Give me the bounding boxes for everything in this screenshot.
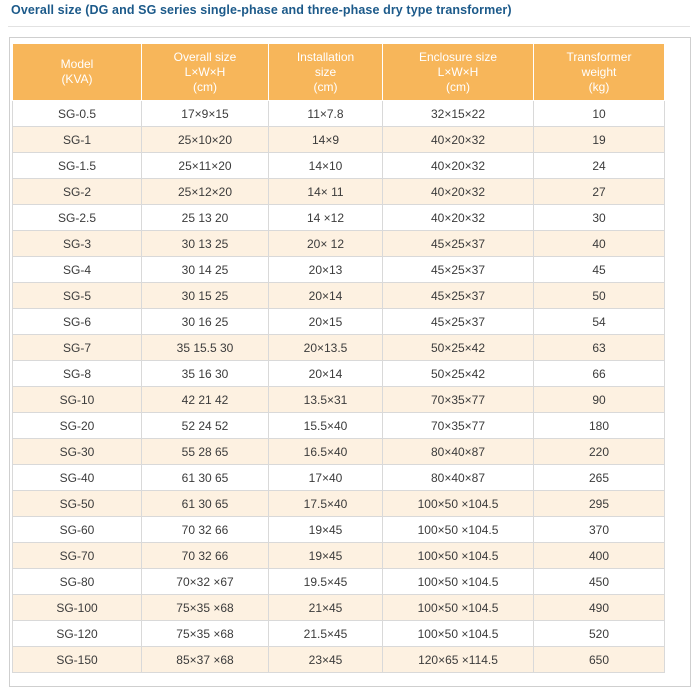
- header-overall-size: Overall size L×W×H (cm): [142, 44, 269, 101]
- transformer-size-table: [12, 43, 665, 673]
- cell-installation-size: 20× 12: [269, 231, 383, 257]
- cell-installation-size: 14×10: [269, 153, 383, 179]
- cell-model: SG-1.5: [13, 153, 142, 179]
- cell-enclosure-size: 32×15×22: [383, 101, 534, 127]
- cell-overall-size: 52 24 52: [142, 413, 269, 439]
- cell-installation-size: 20×15: [269, 309, 383, 335]
- cell-enclosure-size: 50×25×42: [383, 335, 534, 361]
- table-row: [13, 205, 665, 231]
- cell-enclosure-size: 45×25×37: [383, 309, 534, 335]
- cell-model: SG-70: [13, 543, 142, 569]
- cell-enclosure-size: 100×50 ×104.5: [383, 595, 534, 621]
- cell-model: SG-5: [13, 283, 142, 309]
- cell-installation-size: 21.5×45: [269, 621, 383, 647]
- cell-installation-size: 16.5×40: [269, 439, 383, 465]
- cell-weight: 27: [534, 179, 665, 205]
- cell-model: SG-20: [13, 413, 142, 439]
- cell-weight: 90: [534, 387, 665, 413]
- cell-installation-size: 11×7.8: [269, 101, 383, 127]
- cell-enclosure-size: 100×50 ×104.5: [383, 569, 534, 595]
- table-row: [13, 413, 665, 439]
- cell-installation-size: 19×45: [269, 543, 383, 569]
- cell-enclosure-size: 45×25×37: [383, 257, 534, 283]
- table-row: [13, 231, 665, 257]
- cell-installation-size: 23×45: [269, 647, 383, 673]
- cell-weight: 66: [534, 361, 665, 387]
- cell-enclosure-size: 100×50 ×104.5: [383, 491, 534, 517]
- cell-model: SG-80: [13, 569, 142, 595]
- cell-overall-size: 75×35 ×68: [142, 595, 269, 621]
- table-row: [13, 153, 665, 179]
- cell-enclosure-size: 70×35×77: [383, 413, 534, 439]
- cell-overall-size: 70 32 66: [142, 543, 269, 569]
- cell-enclosure-size: 40×20×32: [383, 205, 534, 231]
- table-row: [13, 621, 665, 647]
- cell-weight: 180: [534, 413, 665, 439]
- cell-overall-size: 35 15.5 30: [142, 335, 269, 361]
- cell-model: SG-7: [13, 335, 142, 361]
- cell-weight: 54: [534, 309, 665, 335]
- cell-overall-size: 25×10×20: [142, 127, 269, 153]
- table-row: [13, 361, 665, 387]
- cell-model: SG-30: [13, 439, 142, 465]
- header-transformer-weight: Transformer weight (kg): [534, 44, 665, 101]
- cell-overall-size: 25 13 20: [142, 205, 269, 231]
- cell-enclosure-size: 40×20×32: [383, 153, 534, 179]
- table-row: [13, 127, 665, 153]
- cell-weight: 520: [534, 621, 665, 647]
- cell-weight: 24: [534, 153, 665, 179]
- table-row: [13, 179, 665, 205]
- table-row: [13, 569, 665, 595]
- cell-weight: 45: [534, 257, 665, 283]
- cell-installation-size: 17.5×40: [269, 491, 383, 517]
- cell-installation-size: 20×14: [269, 361, 383, 387]
- cell-installation-size: 20×13.5: [269, 335, 383, 361]
- cell-weight: 265: [534, 465, 665, 491]
- table-row: [13, 517, 665, 543]
- cell-enclosure-size: 50×25×42: [383, 361, 534, 387]
- cell-model: SG-40: [13, 465, 142, 491]
- cell-weight: 490: [534, 595, 665, 621]
- cell-model: SG-2.5: [13, 205, 142, 231]
- cell-overall-size: 30 13 25: [142, 231, 269, 257]
- table-row: [13, 595, 665, 621]
- cell-overall-size: 35 16 30: [142, 361, 269, 387]
- cell-model: SG-3: [13, 231, 142, 257]
- table-row: [13, 101, 665, 127]
- header-enclosure-size: Enclosure size L×W×H (cm): [383, 44, 534, 101]
- header-installation-size: Installation size (cm): [269, 44, 383, 101]
- cell-model: SG-100: [13, 595, 142, 621]
- cell-enclosure-size: 45×25×37: [383, 283, 534, 309]
- cell-model: SG-4: [13, 257, 142, 283]
- table-row: [13, 439, 665, 465]
- cell-weight: 19: [534, 127, 665, 153]
- cell-enclosure-size: 100×50 ×104.5: [383, 543, 534, 569]
- cell-overall-size: 17×9×15: [142, 101, 269, 127]
- cell-installation-size: 20×14: [269, 283, 383, 309]
- cell-enclosure-size: 70×35×77: [383, 387, 534, 413]
- cell-weight: 50: [534, 283, 665, 309]
- table-row: [13, 309, 665, 335]
- cell-overall-size: 30 16 25: [142, 309, 269, 335]
- cell-installation-size: 19×45: [269, 517, 383, 543]
- cell-installation-size: 19.5×45: [269, 569, 383, 595]
- cell-model: SG-120: [13, 621, 142, 647]
- table-row: [13, 387, 665, 413]
- cell-installation-size: 15.5×40: [269, 413, 383, 439]
- table-row: [13, 543, 665, 569]
- cell-enclosure-size: 80×40×87: [383, 439, 534, 465]
- cell-weight: 650: [534, 647, 665, 673]
- cell-overall-size: 61 30 65: [142, 491, 269, 517]
- header-model: Model (KVA): [13, 44, 142, 101]
- cell-installation-size: 17×40: [269, 465, 383, 491]
- cell-installation-size: 20×13: [269, 257, 383, 283]
- cell-weight: 295: [534, 491, 665, 517]
- cell-enclosure-size: 40×20×32: [383, 179, 534, 205]
- title-divider: [8, 26, 690, 27]
- cell-weight: 63: [534, 335, 665, 361]
- cell-model: SG-8: [13, 361, 142, 387]
- cell-overall-size: 85×37 ×68: [142, 647, 269, 673]
- page-title: Overall size (DG and SG series single-phase and three-phase dry type transformer): [11, 3, 512, 17]
- cell-model: SG-10: [13, 387, 142, 413]
- cell-enclosure-size: 100×50 ×104.5: [383, 517, 534, 543]
- cell-model: SG-60: [13, 517, 142, 543]
- cell-installation-size: 21×45: [269, 595, 383, 621]
- cell-overall-size: 25×12×20: [142, 179, 269, 205]
- cell-model: SG-150: [13, 647, 142, 673]
- table-row: [13, 283, 665, 309]
- cell-enclosure-size: 120×65 ×114.5: [383, 647, 534, 673]
- table-row: [13, 465, 665, 491]
- cell-model: SG-1: [13, 127, 142, 153]
- cell-installation-size: 14 ×12: [269, 205, 383, 231]
- cell-overall-size: 25×11×20: [142, 153, 269, 179]
- cell-weight: 400: [534, 543, 665, 569]
- cell-overall-size: 55 28 65: [142, 439, 269, 465]
- cell-overall-size: 30 14 25: [142, 257, 269, 283]
- table-row: [13, 647, 665, 673]
- table-row: [13, 335, 665, 361]
- cell-overall-size: 70×32 ×67: [142, 569, 269, 595]
- cell-overall-size: 70 32 66: [142, 517, 269, 543]
- cell-weight: 370: [534, 517, 665, 543]
- cell-enclosure-size: 80×40×87: [383, 465, 534, 491]
- cell-enclosure-size: 45×25×37: [383, 231, 534, 257]
- cell-installation-size: 14× 11: [269, 179, 383, 205]
- cell-model: SG-6: [13, 309, 142, 335]
- cell-enclosure-size: 40×20×32: [383, 127, 534, 153]
- cell-weight: 220: [534, 439, 665, 465]
- table-row: [13, 491, 665, 517]
- cell-installation-size: 14×9: [269, 127, 383, 153]
- cell-overall-size: 75×35 ×68: [142, 621, 269, 647]
- cell-weight: 450: [534, 569, 665, 595]
- cell-weight: 30: [534, 205, 665, 231]
- cell-enclosure-size: 100×50 ×104.5: [383, 621, 534, 647]
- cell-overall-size: 30 15 25: [142, 283, 269, 309]
- cell-model: SG-0.5: [13, 101, 142, 127]
- cell-weight: 10: [534, 101, 665, 127]
- cell-installation-size: 13.5×31: [269, 387, 383, 413]
- cell-model: SG-2: [13, 179, 142, 205]
- cell-model: SG-50: [13, 491, 142, 517]
- cell-weight: 40: [534, 231, 665, 257]
- cell-overall-size: 61 30 65: [142, 465, 269, 491]
- table-header-row: [13, 44, 665, 101]
- cell-overall-size: 42 21 42: [142, 387, 269, 413]
- table-row: [13, 257, 665, 283]
